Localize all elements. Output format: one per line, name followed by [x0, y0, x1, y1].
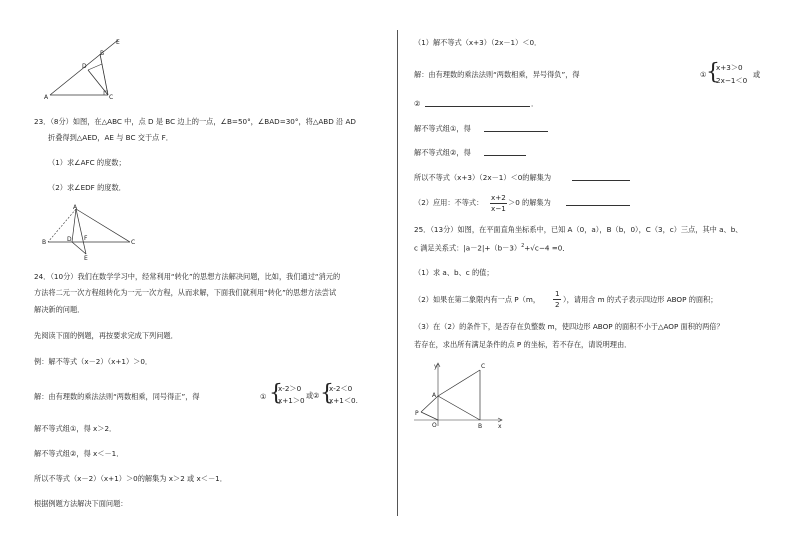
label-C: C: [481, 363, 486, 370]
coordinate-figure-q25: [412, 362, 504, 434]
q24-part1-solution: 解：由有理数的乘法法则“两数相乘，异号得负”，得: [414, 70, 580, 79]
q25-part1: （1）求 a、b、c 的值；: [414, 268, 494, 277]
label-C: C: [131, 239, 136, 246]
system-label-1: ①: [260, 392, 267, 401]
label-P: P: [415, 410, 419, 417]
q24-stem-line1: 24．（10分）我们在数学学习中，经常利用“转化”的思想方法解决问题，比如，我们通过“消元的: [34, 272, 341, 281]
label-E: E: [116, 39, 120, 46]
label-A: A: [73, 204, 78, 211]
fraction-denominator: x−1: [491, 204, 506, 213]
q25-stem-line1: 25．（13分）如图，在平面直角坐标系中，已知 A（0，a），B（b，0），C（3，c）三点，其中 a、b、: [414, 225, 743, 234]
label-O: O: [432, 422, 437, 429]
label-C: C: [109, 94, 114, 101]
answer-blank[interactable]: [425, 106, 530, 107]
q24-part2-prefix: （2）应用：不等式：: [414, 198, 484, 207]
q25-part3-line2: 若存在，求出所有满足条件的点 P 的坐标，若不存在，请说明理由．: [414, 340, 632, 349]
label-D: D: [82, 63, 87, 70]
q24-stem-line3: 解决新的问题．: [34, 305, 85, 314]
fraction-numerator: x+2: [491, 193, 506, 202]
system2-line1: x-2＜0: [329, 384, 353, 393]
or-text: 或: [306, 391, 314, 400]
label-F: F: [84, 235, 88, 242]
system1-line2: x+1＞0: [278, 396, 305, 405]
answer-blank[interactable]: [484, 155, 526, 156]
q24-example: 例：解不等式（x－2）（x+1）＞0．: [34, 357, 153, 366]
system-label-2: ②: [414, 99, 421, 108]
label-B: B: [100, 50, 105, 57]
q25-part3-line1: （3）在（2）的条件下，是否存在负整数 m，使四边形 ABOP 的面积不小于△AOP 面积的两倍？: [414, 322, 724, 331]
q25-stem-line2: [414, 242, 570, 252]
q24-solution-text: 解：由有理数的乘法法则“两数相乘，同号得正”，得: [34, 392, 200, 401]
system-label-2: ②: [313, 391, 320, 400]
label-x: x: [498, 423, 502, 430]
system1-line2: 2x−1＜0: [716, 76, 748, 85]
brace-icon: {: [706, 60, 720, 85]
system1-line1: x+3＞0: [716, 63, 743, 72]
q24-part1-group1: 解不等式组①，得: [414, 124, 471, 133]
brace-icon: {: [320, 381, 334, 406]
q23-part1: （1）求∠AFC 的度数；: [48, 158, 126, 167]
q23-stem-line2: 折叠得到△AED，AE 与 BC 交于点 F．: [48, 133, 173, 142]
label-E: E: [84, 255, 88, 262]
blank-suffix: ．: [531, 99, 539, 108]
label-A: A: [432, 392, 437, 399]
q24-group2-result: 解不等式组②，得 x＜－1．: [34, 449, 124, 458]
q24-task: 根据例题方法解决下面问题：: [34, 499, 128, 508]
q24-part2-suffix: 的解集为: [522, 198, 551, 207]
q25-stem-a: c 满足关系式：|a－2|+（b－3）: [414, 243, 522, 253]
q25-stem-b: +√c−4 =0．: [524, 243, 570, 253]
column-divider: [397, 30, 398, 516]
superscript: 2: [521, 243, 525, 249]
q24-part1-conclusion: 所以不等式（x+3）（2x－1）＜0的解集为: [414, 173, 552, 182]
or-text: 或: [753, 70, 761, 79]
label-A: A: [44, 94, 49, 101]
system1-line1: x-2＞0: [278, 384, 302, 393]
answer-blank[interactable]: [566, 205, 630, 206]
answer-blank[interactable]: [572, 180, 630, 181]
q24-stem-line2: 方法将二元一次方程组转化为一元一次方程，从而求解，下面我们就利用“转化”的思想方法尝试: [34, 288, 337, 297]
triangle-figure-top: [40, 36, 130, 100]
q23-stem-line1: 23．（8分）如图，在△ABC 中，点 D 是 BC 边上的一点，∠B=50°，∠BAD=30°，将△ABD 沿 AD: [34, 117, 356, 126]
triangle-figure-q23: [40, 204, 140, 260]
q24-part2-gt: ＞0: [508, 198, 520, 207]
fraction-numerator: 1: [555, 289, 560, 298]
q24-part1-group2: 解不等式组②，得: [414, 148, 471, 157]
q25-part2-b: ），请用含 m 的式子表示四边形 ABOP 的面积；: [563, 295, 718, 304]
q24-read-instruction: 先阅读下面的例题，再按要求完成下列问题．: [34, 331, 178, 340]
q24-group1-result: 解不等式组①，得 x＞2．: [34, 424, 117, 433]
system-label-1: ①: [700, 70, 707, 79]
label-y: y: [434, 363, 438, 370]
label-B: B: [478, 423, 483, 430]
q24-part1: （1）解不等式（x+3）（2x－1）＜0．: [414, 38, 542, 47]
system2-line2: x+1＜0.: [329, 396, 358, 405]
answer-blank[interactable]: [484, 131, 548, 132]
label-B: B: [42, 239, 47, 246]
brace-icon: {: [269, 381, 283, 406]
fraction-denominator: 2: [555, 300, 560, 309]
label-D: D: [67, 236, 72, 243]
q25-part2-a: （2）如果在第二象限内有一点 P（m，: [414, 295, 541, 304]
q23-part2: （2）求∠EDF 的度数．: [48, 183, 126, 192]
q24-conclusion: 所以不等式（x－2）（x+1）＞0的解集为 x＞2 或 x＜－1．: [34, 474, 227, 483]
